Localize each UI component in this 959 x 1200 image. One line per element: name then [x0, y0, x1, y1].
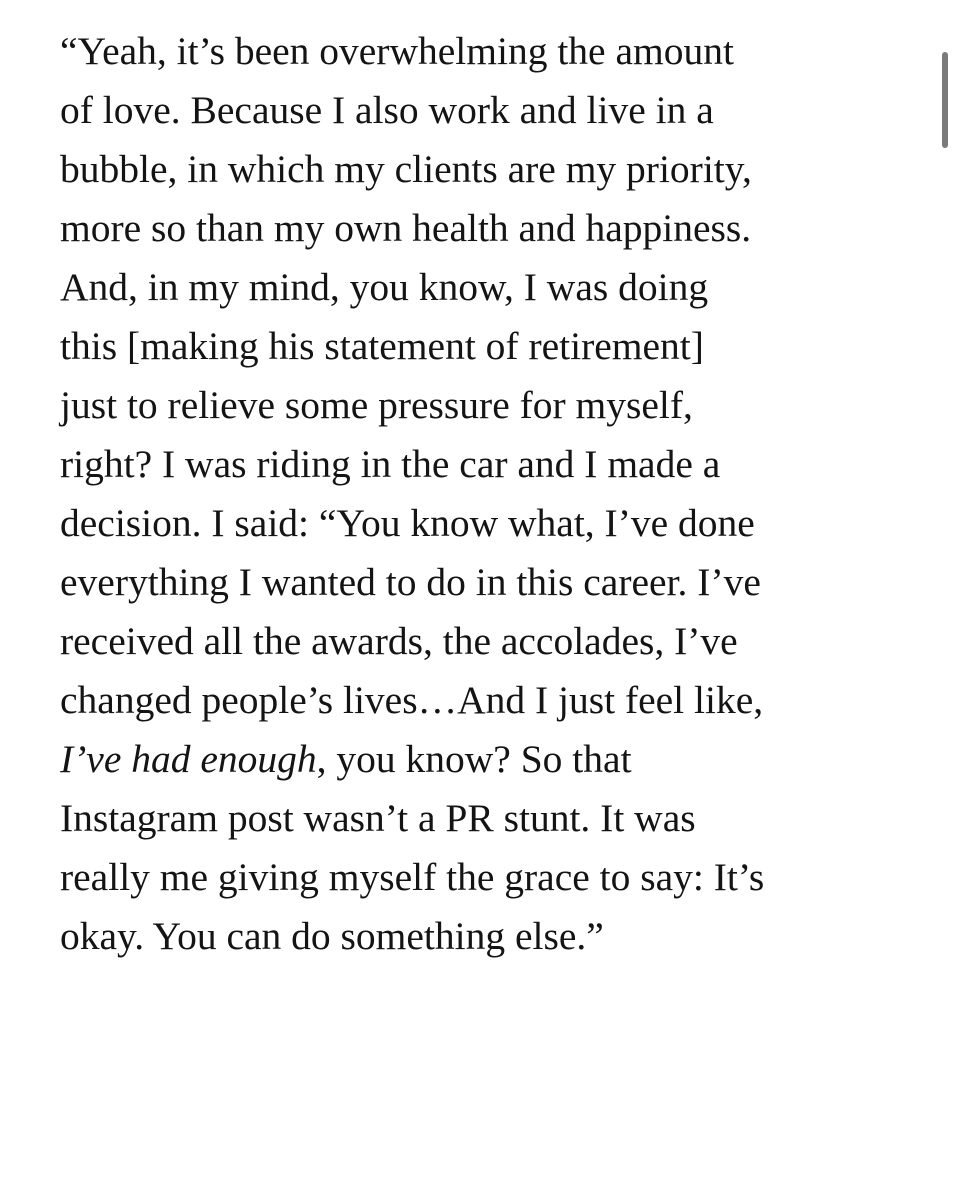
text-line: right? I was riding in the car and I made a — [60, 442, 721, 486]
emphasized-phrase: I’ve had enough — [60, 737, 317, 781]
article-body — [60, 22, 940, 966]
scrollbar-thumb[interactable] — [942, 52, 948, 148]
text-line: bubble, in which my clients are my priority, — [60, 147, 752, 191]
text-line: everything I wanted to do in this career. I’ve — [60, 560, 761, 604]
text-line: received all the awards, the accolades, I’ve — [60, 619, 738, 663]
text-line: this [making his statement of retirement] — [60, 324, 704, 368]
text-line: changed people’s lives…And I just feel like, — [60, 678, 764, 722]
quote-paragraph — [60, 22, 940, 966]
text-line-rest: , you know? So that — [316, 737, 632, 781]
text-line: Instagram post wasn’t a PR stunt. It was — [60, 796, 696, 840]
text-line: really me giving myself the grace to say: It’s — [60, 855, 765, 899]
text-line — [60, 730, 940, 789]
text-line: okay. You can do something else.” — [60, 914, 604, 958]
text-line: decision. I said: “You know what, I’ve done — [60, 501, 755, 545]
text-line: of love. Because I also work and live in a — [60, 88, 714, 132]
text-line: “Yeah, it’s been overwhelming the amount — [60, 29, 734, 73]
text-line: more so than my own health and happiness. — [60, 206, 752, 250]
text-line: And, in my mind, you know, I was doing — [60, 265, 709, 309]
text-line: just to relieve some pressure for myself, — [60, 383, 693, 427]
